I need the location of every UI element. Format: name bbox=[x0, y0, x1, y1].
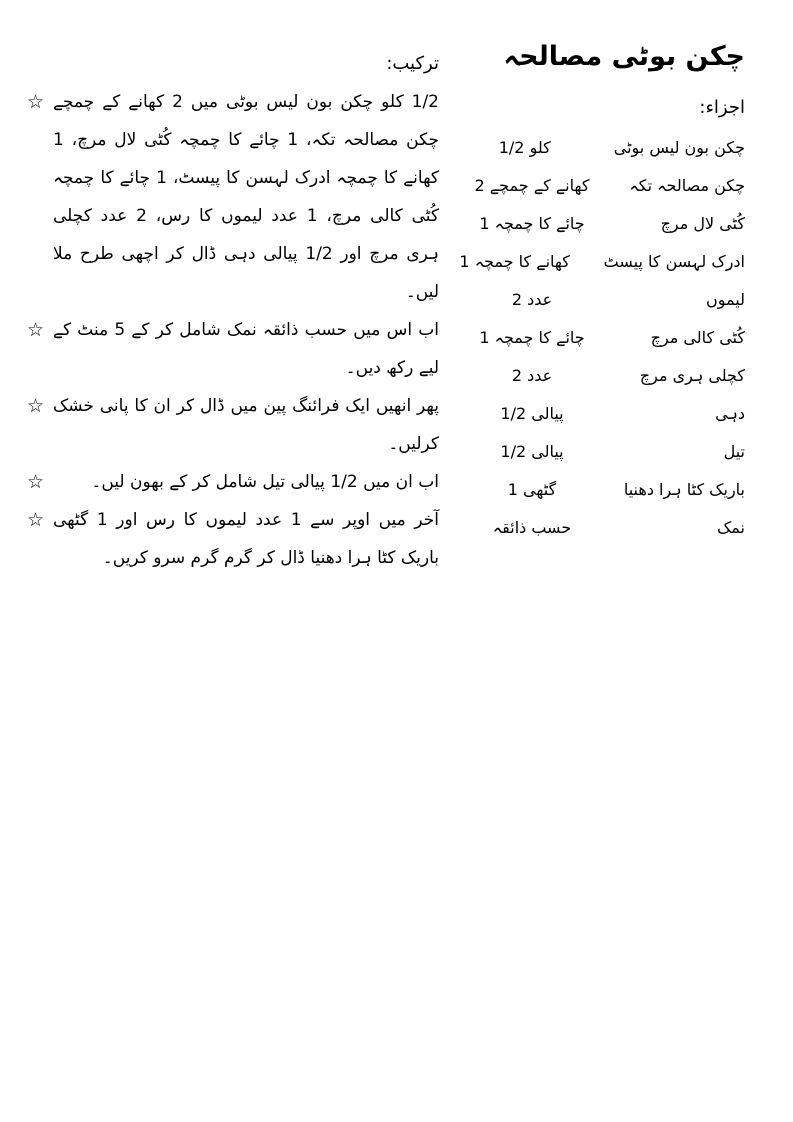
ingredient-row bbox=[443, 319, 745, 357]
ingredient-row bbox=[443, 205, 745, 243]
ingredient-quantity: 1 کھانے کا چمچہ bbox=[459, 251, 570, 271]
page-title: چکن بوٹی مصالحہ bbox=[503, 41, 745, 72]
ingredients-column bbox=[443, 38, 745, 547]
ingredient-quantity: 1 گٹھی bbox=[507, 479, 557, 499]
ingredient-name: کُٹی لال مرچ bbox=[660, 213, 745, 233]
method-step-text: پھر انھیں ایک فرائنگ پین میں ڈال کر ان کا پانی خشک کرلیں۔ bbox=[53, 395, 439, 454]
ingredient-name: ادرک لہسن کا پیسٹ bbox=[603, 251, 745, 271]
ingredient-row bbox=[443, 281, 745, 319]
ingredient-quantity: 1/2 کلو bbox=[498, 137, 551, 157]
ingredient-name: کُٹی کالی مرچ bbox=[650, 327, 745, 347]
ingredient-quantity: 1/2 پیالی bbox=[500, 403, 564, 423]
method-step-text: اب اس میں حسب ذائقہ نمک شامل کر کے 5 منٹ کے لیے رکھ دیں۔ bbox=[53, 319, 439, 378]
ingredient-quantity: 1/2 پیالی bbox=[500, 441, 564, 461]
ingredient-quantity: 1 چائے کا چمچہ bbox=[479, 213, 585, 233]
star-bullet-icon: ☆ bbox=[27, 470, 45, 493]
star-bullet-icon: ☆ bbox=[27, 90, 45, 113]
ingredient-name: لیموں bbox=[706, 289, 745, 309]
ingredient-name: چکن مصالحہ تکہ bbox=[629, 175, 745, 195]
method-step bbox=[27, 501, 439, 577]
ingredient-name: باریک کٹا ہرا دھنیا bbox=[623, 479, 745, 499]
method-steps bbox=[27, 83, 439, 577]
method-heading: ترکیب: bbox=[386, 53, 439, 74]
ingredient-name: چکن بون لیس بوٹی bbox=[613, 137, 745, 157]
ingredient-row bbox=[443, 433, 745, 471]
ingredient-row bbox=[443, 357, 745, 395]
method-step bbox=[27, 463, 439, 501]
ingredient-name: کچلی ہری مرچ bbox=[639, 365, 745, 385]
method-step bbox=[27, 387, 439, 463]
ingredient-row bbox=[443, 129, 745, 167]
star-bullet-icon: ☆ bbox=[27, 508, 45, 531]
ingredient-row bbox=[443, 509, 745, 547]
ingredient-quantity: 1 چائے کا چمچہ bbox=[479, 327, 585, 347]
star-bullet-icon: ☆ bbox=[27, 394, 45, 417]
ingredient-row bbox=[443, 243, 745, 281]
method-column bbox=[27, 50, 439, 577]
method-step bbox=[27, 83, 439, 311]
ingredient-quantity: 2 کھانے کے چمچے bbox=[474, 175, 590, 195]
method-step-text: آخر میں اوپر سے 1 عدد لیموں کا رس اور 1 گٹھی باریک کٹا ہرا دھنیا ڈال کر گرم گرم سرو کریں۔ bbox=[53, 509, 440, 568]
ingredient-row bbox=[443, 167, 745, 205]
ingredients-heading: اجزاء: bbox=[699, 96, 745, 118]
method-step-text: اب ان میں 1/2 پیالی تیل شامل کر کے بھون لیں۔ bbox=[91, 471, 439, 492]
ingredient-row bbox=[443, 471, 745, 509]
ingredient-quantity: حسب ذائقہ bbox=[492, 517, 572, 537]
ingredient-row bbox=[443, 395, 745, 433]
ingredient-quantity: 2 عدد bbox=[511, 365, 553, 385]
method-step bbox=[27, 311, 439, 387]
method-step-text: 1/2 کلو چکن بون لیس بوٹی میں 2 کھانے کے چمچے چکن مصالحہ تکہ، 1 چائے کا چمچہ کُٹی لال مرچ، 1 کھانے کا چمچہ ادرک لہسن کا پیسٹ، 1 چائے کا چمچہ کُٹی کالی مرچ، 1 عدد لیموں کا رس، 2 عدد کچلی ہری مرچ اور 1/2 پیالی دہی ڈال کر اچھی طرح ملا لیں۔ bbox=[53, 91, 439, 302]
ingredient-quantity: 2 عدد bbox=[511, 289, 553, 309]
star-bullet-icon: ☆ bbox=[27, 318, 45, 341]
ingredient-name: تیل bbox=[723, 441, 745, 461]
ingredient-table bbox=[443, 129, 745, 547]
ingredient-name: دہی bbox=[715, 403, 745, 423]
ingredient-name: نمک bbox=[716, 517, 745, 537]
